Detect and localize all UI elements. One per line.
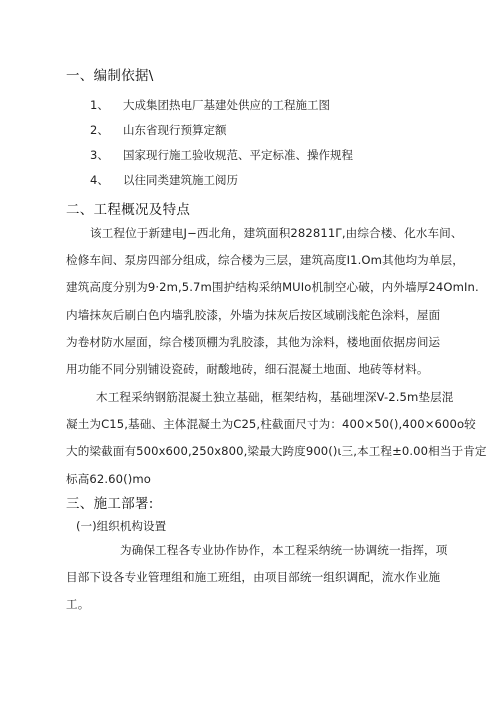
overview-paragraph-2 bbox=[66, 384, 487, 493]
list-item-text: 大成集团热电厂基建处供应的工程施工图 bbox=[123, 98, 330, 112]
subsection-heading-organization: (一)组织机构设置 bbox=[76, 519, 167, 533]
section-heading-basis: 一、编制依据\ bbox=[66, 68, 154, 84]
text-line: 内墙抹灰后刷白色内墙乳胶漆，外墙为抹灰后按区域刷浅舵色涂料，屋面 bbox=[66, 307, 441, 322]
text-line: 凝土为C15,基础、主体混凝土为C25,柱截面尺寸为：400×50(),400×600o较 bbox=[66, 417, 476, 432]
list-item-number: 2、 bbox=[90, 123, 109, 137]
section-heading-overview: 二、工程概况及特点 bbox=[66, 202, 191, 218]
deployment-paragraph bbox=[66, 537, 448, 619]
text-line: 检修车间、泵房四部分组成，综合楼为三层，建筑高度I1.Om其他均为单层， bbox=[66, 253, 464, 268]
list-item-number: 3、 bbox=[90, 148, 109, 162]
list-item-number: 4、 bbox=[90, 173, 109, 187]
text-line: 为卷材防水屋面，综合楼顶棚为乳胶漆，其他为涂料，楼地面依据房间运 bbox=[66, 334, 441, 349]
text-line: 标高62.60()mo bbox=[66, 471, 151, 486]
list-item-text: 国家现行施工验收规范、平定标准、操作规程 bbox=[123, 148, 353, 162]
section-heading-deployment: 三、施工部署: bbox=[66, 496, 154, 512]
overview-paragraph-1 bbox=[66, 220, 479, 383]
text-line: 用功能不同分别铺设瓷砖，耐酸地砖，细石混凝土地面、地砖等材料。 bbox=[66, 361, 429, 376]
list-item-text: 以往同类建筑施工阅历 bbox=[123, 173, 238, 187]
text-line: 目部下设各专业管理组和施工班组，由项目部统一组织调配，流水作业施 bbox=[66, 570, 441, 585]
text-line: 该工程位于新建电J−西北角，建筑面积282811Γ,由综合楼、化水车间、 bbox=[90, 226, 463, 240]
text-line: 建筑高度分别为9·2m,5.7m围护结构采纳MUIo机制空心破，内外墙厚24OmIn. bbox=[66, 280, 479, 295]
list-item-text: 山东省现行预算定额 bbox=[123, 123, 227, 137]
text-line: 木工程采纳钢筋混凝土独立基础，框架结构，基础埋深V-2.5m垫层混 bbox=[96, 390, 454, 404]
text-line: 工。 bbox=[66, 597, 90, 612]
text-line: 大的梁截面有500x600,250x800,梁最大跨度900()ι三,本工程±0.00相当于肯定 bbox=[66, 444, 487, 459]
text-line: 为确保工程各专业协作协作，本工程采纳统一协调统一指挥，项 bbox=[120, 543, 448, 557]
list-item-number: 1、 bbox=[90, 98, 109, 112]
